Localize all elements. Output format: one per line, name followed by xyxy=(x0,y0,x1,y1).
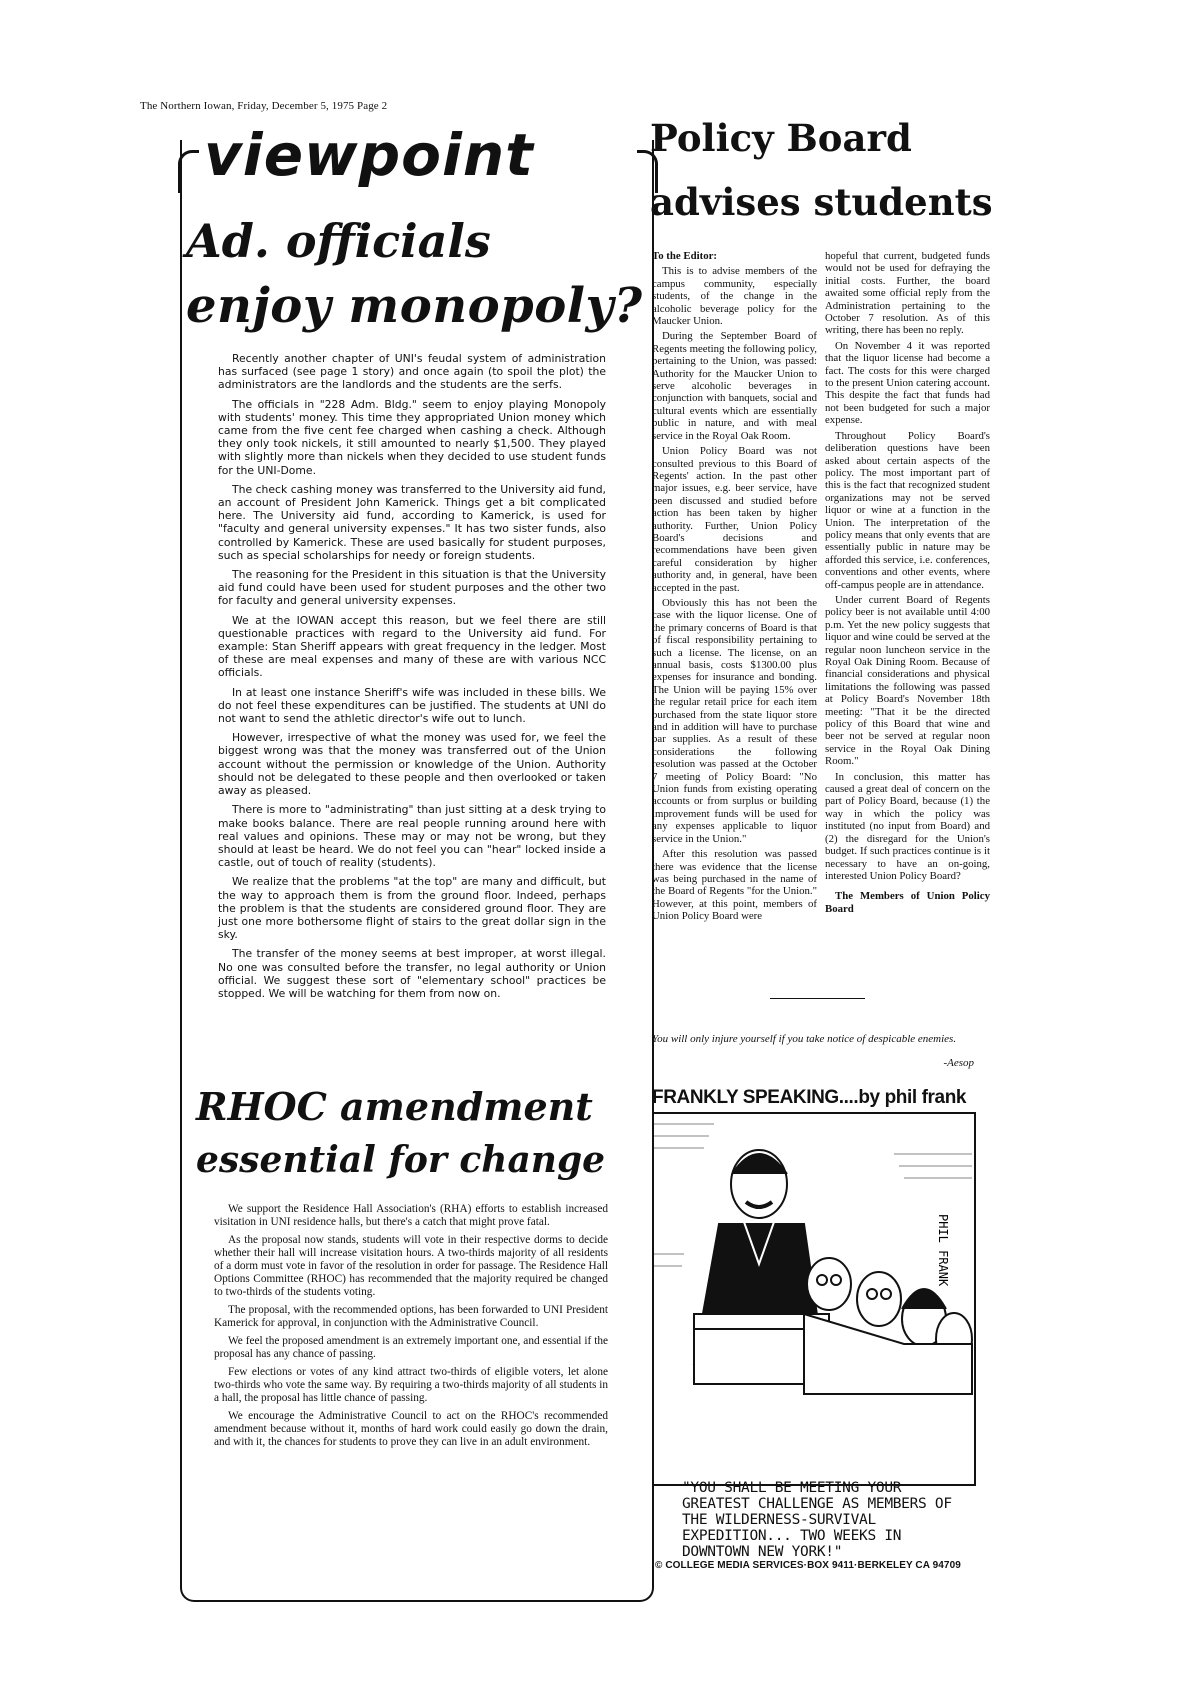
editorial1-body xyxy=(218,352,606,1006)
letter-salutation: To the Editor: xyxy=(652,250,717,262)
letter-paragraph: Union Policy Board was not consulted previous to this Board of Regents' action. In the past other major issues, e.g. beer service, have been discussed and studied before action has been taken by higher authority. Further, Union Policy Board's decisions and recommendations have been given careful consideration by higher authority and, in general, have been accepted in the past. xyxy=(652,445,817,594)
editorial2-paragraph: We encourage the Administrative Council to act on the RHOC's recommended amendment because without it, months of hard work could easily go down the drain, and with it, the chances for students to prove they can live in an adult environment. xyxy=(214,1410,608,1448)
editorial2-paragraph: Few elections or votes of any kind attract two-thirds of eligible voters, let alone two-thirds who vote the same way. By requiring a two-thirds majority of all students in a hall, the proposal has little chance of passing. xyxy=(214,1366,608,1404)
cartoon-credit: © COLLEGE MEDIA SERVICES·BOX 9411·BERKELEY CA 94709 xyxy=(655,1560,961,1571)
page-folio: The Northern Iowan, Friday, December 5, 1975 Page 2 xyxy=(140,100,388,112)
cartoon-panel xyxy=(652,1112,976,1486)
quote-attribution: -Aesop xyxy=(943,1057,974,1069)
section-title: viewpoint xyxy=(204,121,534,189)
letter-paragraph: During the September Board of Regents meeting the following policy, pertaining to the Union, was passed: Authority for the Maucker Union to serve alcoholic beverages in conjunction with banquets, social and cultural events which are essentially public in nature, and with meal service in the Royal Oak Room. xyxy=(652,330,817,442)
editorial2-paragraph: The proposal, with the recommended options, has been forwarded to UNI President Kamerick for approval, in conjunction with the Administrative Council. xyxy=(214,1304,608,1329)
letter-paragraph: After this resolution was passed there was evidence that the license was being purchased in the name of the Board of Regents "for the Union." However, at this point, members of Union Policy Board were xyxy=(652,848,817,923)
letter-column-2 xyxy=(825,250,990,918)
cartoon-title: FRANKLY SPEAKING....by phil frank xyxy=(652,1087,967,1108)
cartoon-illustration xyxy=(654,1114,974,1484)
letter-paragraph: This is to advise members of the campus community, especially students, of the change in the alcoholic beverage policy for the Maucker Union. xyxy=(652,265,817,328)
viewpoint-header xyxy=(178,120,658,190)
editorial1-paragraph: We realize that the problems "at the top" are many and difficult, but the way to approach them is from the ground floor. Indeed, perhaps the problem is that the students are considered ground floor. They are just one more bothersome flight of stairs to the great dollar sign in the sky. xyxy=(218,875,606,942)
editorial1-headline-line2: enjoy monopoly? xyxy=(186,278,643,334)
editorial2-paragraph: We support the Residence Hall Association's (RHA) efforts to establish increased visitation in UNI residence halls, but there's a catch that might prove fatal. xyxy=(214,1203,608,1228)
editorial1-headline-line1: Ad. officials xyxy=(186,214,491,268)
editorial1-paragraph: Recently another chapter of UNI's feudal system of administration has surfaced (see page 1 story) and once again (to spoil the plot) the administrators are the landlords and the students are the serfs. xyxy=(218,352,606,392)
editorial1-paragraph: In at least one instance Sheriff's wife was included in these bills. We do not feel these expenditures can be justified. The students at UNI do not want to send the athletic director's wife out to lunch. xyxy=(218,685,606,726)
letter-paragraph: In conclusion, this matter has caused a great deal of concern on the part of Policy Board, because (1) the way in which the policy was instituted (no input from Board) and (2) the disregard for the Union's budget. If such practices continue is it necessary to have an on-going, interested Union Policy Board? xyxy=(825,770,990,882)
letter-headline-line1: Policy Board xyxy=(650,116,912,160)
artist-signature: PHIL FRANK xyxy=(936,1214,950,1287)
letter-signature: The Members of Union Policy Board xyxy=(825,890,990,915)
cartoon-hatching xyxy=(654,1124,972,1266)
editorial1-paragraph: There is more to "administrating" than just sitting at a desk trying to make books balance. There are real people running around here with real values and opinions. These may or may not be wrong, but they should at least be heard. We do not feel you can "hear" locked inside a castle, out of touch of reality (students). xyxy=(218,803,606,870)
bracket-left xyxy=(178,150,199,193)
letter-paragraph: Obviously this has not been the case with the liquor license. One of the primary concerns of Board is that of fiscal responsibility pertaining to such a license. The license, on an annual basis, costs $1300.00 plus expenses for insurance and bonding. The Union will be paying 15% over the regular retail price for each item purchased from the state liquor store and in addition will have to purchase bar supplies. As a result of these considerations the following resolution was passed at the October 7 meeting of Policy Board: "No Union funds from existing operating accounts or from surplus or building improvement funds will be used for any expenses applicable to liquor service in the Union." xyxy=(652,596,817,845)
editorial2-paragraph: We feel the proposed amendment is an extremely important one, and essential if the proposal has any chance of passing. xyxy=(214,1335,608,1360)
letter-paragraph: Throughout Policy Board's deliberation questions have been asked about certain aspects of the policy. The most important part of this is the fact that recognized student organizations may not be served liquor or wine at a function in the Union. The interpretation of the policy means that only events that are essentially public in nature may be afforded this service, i.e. conferences, conventions and other events, where off-campus people are in attendance. xyxy=(825,429,990,591)
editorial1-paragraph: The check cashing money was transferred to the University aid fund, an account of President John Kamerick. Things get a bit complicated here. The University aid fund, according to Kamerick, is used for "faculty and general university expenses." It has two sister funds, also controlled by Kamerick. These are used basically for student purposes, such as special scholarships for needy or foreign students. xyxy=(218,482,606,562)
editorial1-paragraph: The officials in "228 Adm. Bldg." seem to enjoy playing Monopoly with students' money. This time they appropriated Union money which came from the five cent fee charged when cashing a check. Although they only took nickels, it still amounted to nearly $1,500. They played with slightly more than nickels when they decided to use student funds for the UNI-Dome. xyxy=(218,397,606,477)
letter-column-1 xyxy=(652,250,817,926)
divider-rule xyxy=(770,998,865,999)
editorial1-paragraph: The reasoning for the President in this situation is that the University aid fund could have been used for student purposes and the other two for faculty and general university expenses. xyxy=(218,568,606,608)
quote-text: You will only injure yourself if you take notice of despicable enemies. xyxy=(652,1033,957,1045)
editorial2-headline-line2: essential for change xyxy=(196,1139,606,1181)
editorial2-headline-line1: RHOC amendment xyxy=(196,1084,593,1129)
editorial1-paragraph: However, irrespective of what the money was used for, we feel the biggest wrong was that the money was transferred out of the Union account without the permission or knowledge of the Union. Authority should not be delegated to these people and then overlooked or taken away as pleased. xyxy=(218,731,606,798)
letter-paragraph: On November 4 it was reported that the liquor license had become a fact. The costs for this were charged to the present Union catering account. This despite the fact that funds had not been budgeted for such a major expense. xyxy=(825,339,990,427)
letter-paragraph: hopeful that current, budgeted funds would not be used for defraying the initial costs. Further, the board awaited some official reply from the Administration pertaining to the October 7 resolution. As of this writing, there has been no reply. xyxy=(825,250,990,337)
letter-paragraph: Under current Board of Regents policy beer is not available until 4:00 p.m. Yet the new policy suggests that liquor and wine could be served at the regular noon luncheon service in the Royal Oak Dining Room. Because of financial considerations and physical limitations the following was passed at Policy Board's November 18th meeting: "That it be the directed policy of this Board that wine and beer not be served at regular noon service in the Royal Oak Dining Room." xyxy=(825,593,990,768)
editorial2-body xyxy=(214,1203,608,1454)
letter-headline-line2: advises students xyxy=(650,180,993,224)
editorial1-paragraph: The transfer of the money seems at best improper, at worst illegal. No one was consulted before the transfer, no legal authority or Union official. We suggest these sort of "elementary school" practices be stopped. We will be watching for them from now on. xyxy=(218,947,606,1000)
cartoon-caption: "YOU SHALL BE MEETING YOUR GREATEST CHALLENGE AS MEMBERS OF THE WILDERNESS-SURVIVAL EXPEDITION... TWO WEEKS IN DOWNTOWN NEW YORK!" xyxy=(682,1480,952,1560)
editorial2-paragraph: As the proposal now stands, students will vote in their respective dorms to decide whether their hall will increase visitation hours. A two-thirds majority of all residents of a dorm must vote in favor of the resolution in order for passage. The Residence Hall Options Committee (RHOC) has recommended that the majority required be changed to two-thirds of the students voting. xyxy=(214,1234,608,1298)
editorial1-paragraph: We at the IOWAN accept this reason, but we feel there are still questionable practices with regard to the University aid fund. For example: Stan Sheriff appears with great frequency in the ledger. Most of these are meal expenses and many of these are with various NCC officials. xyxy=(218,613,606,680)
